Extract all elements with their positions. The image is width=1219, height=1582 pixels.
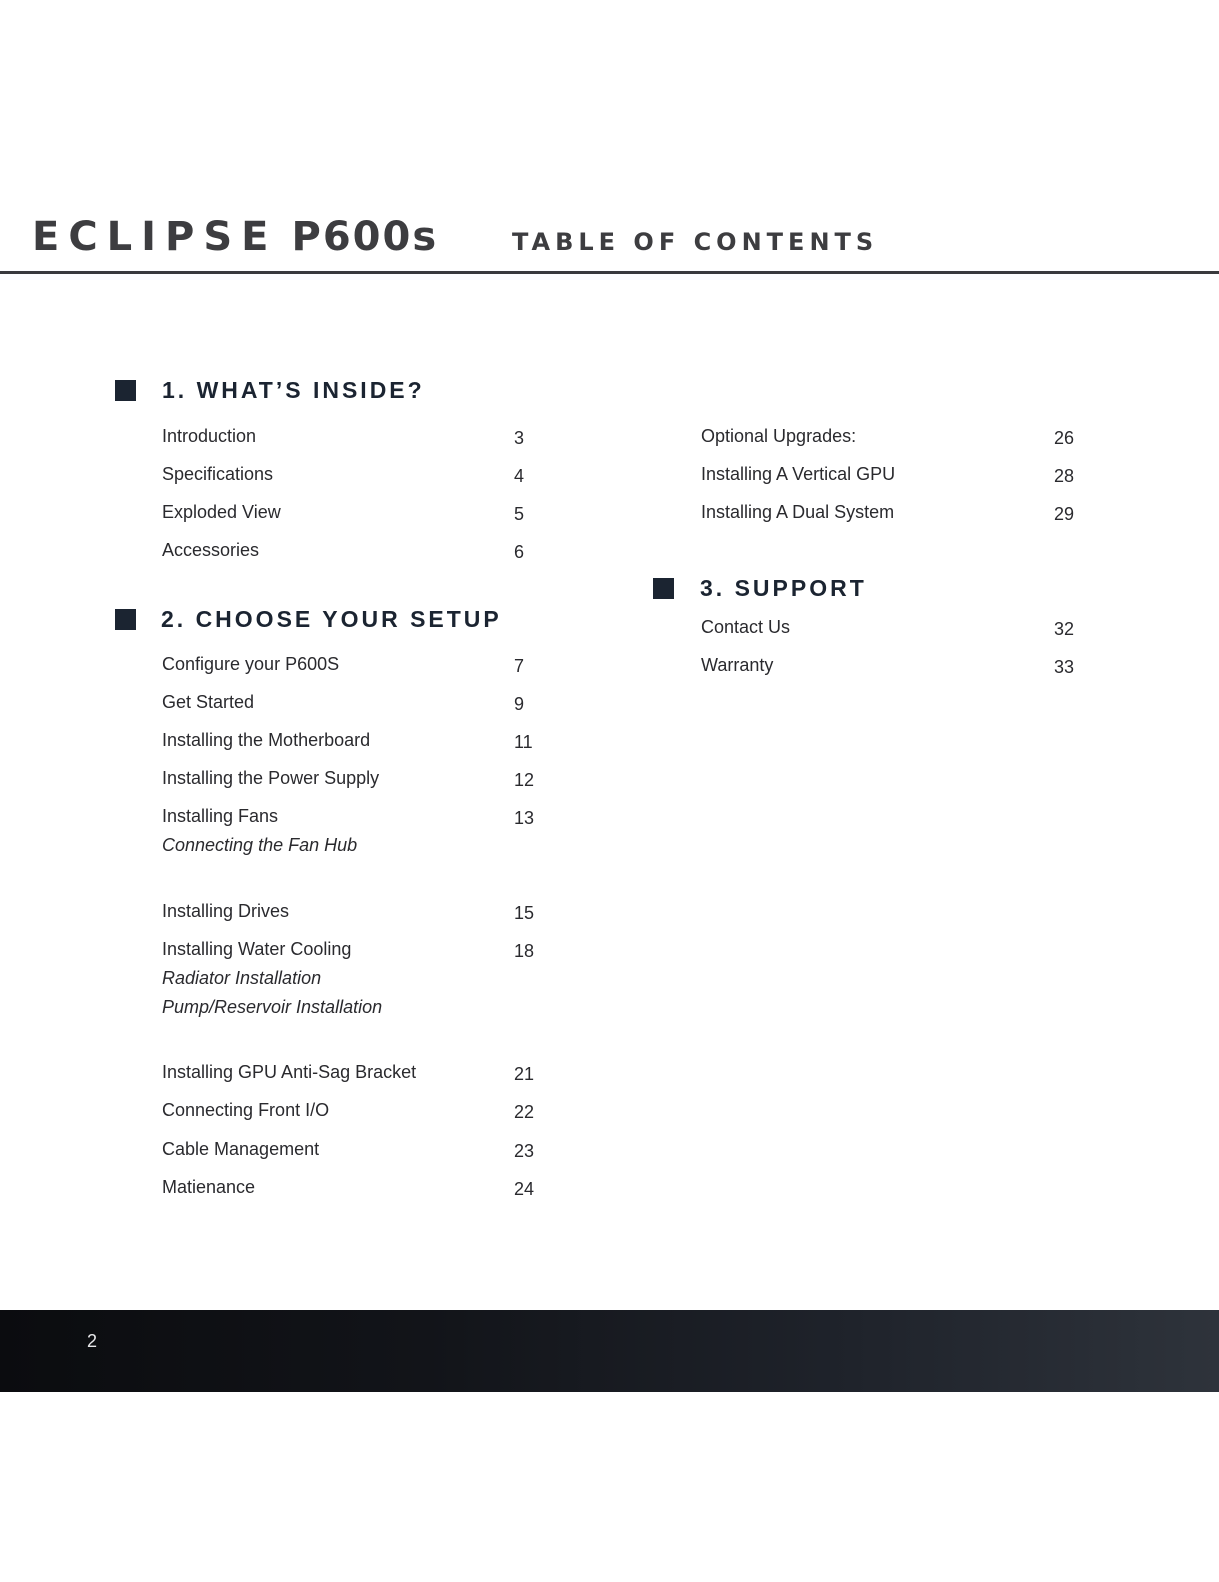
toc-subentry-radiator[interactable]: Radiator Installation bbox=[162, 968, 322, 988]
section-heading-choose-your-setup bbox=[115, 606, 502, 633]
toc-entry-label: Connecting Front I/O bbox=[162, 1100, 330, 1120]
toc-subentry-fan-hub[interactable]: Connecting the Fan Hub bbox=[162, 835, 358, 855]
page-title: TABLE OF CONTENTS bbox=[512, 228, 879, 256]
toc-entry-label: Installing the Power Supply bbox=[162, 768, 380, 788]
toc-entry-page: 12 bbox=[514, 770, 535, 790]
toc-entry-page: 5 bbox=[514, 504, 525, 524]
toc-entry-label: Installing Drives bbox=[162, 901, 290, 921]
toc-entry-page: 7 bbox=[514, 656, 525, 676]
toc-entry-page: 3 bbox=[514, 428, 525, 448]
toc-entry-label: Installing GPU Anti-Sag Bracket bbox=[162, 1062, 417, 1082]
toc-entry-page: 18 bbox=[514, 941, 535, 961]
toc-entry-label: Installing Fans bbox=[162, 806, 279, 826]
toc-entry-label: Installing Water Cooling bbox=[162, 939, 352, 959]
section-title: 3. SUPPORT bbox=[700, 575, 867, 601]
toc-entry-page: 22 bbox=[514, 1102, 535, 1122]
section-heading-support bbox=[653, 575, 867, 602]
toc-entry-page: 11 bbox=[514, 732, 533, 752]
toc-entry-page: 4 bbox=[514, 466, 525, 486]
toc-entry-page: 26 bbox=[1054, 428, 1075, 448]
toc-entry-label: Warranty bbox=[701, 655, 774, 675]
toc-entry-page: 33 bbox=[1054, 657, 1075, 677]
toc-entry-label: Introduction bbox=[162, 426, 257, 446]
toc-entry-label: Installing A Dual System bbox=[701, 502, 895, 522]
toc-entry-page: 23 bbox=[514, 1141, 535, 1161]
toc-entry-page: 15 bbox=[514, 903, 535, 923]
section-bullet-icon bbox=[653, 578, 674, 599]
page-footer bbox=[0, 1310, 1219, 1392]
header-divider bbox=[0, 271, 1219, 274]
toc-entry-page: 6 bbox=[514, 542, 525, 562]
toc-entry-page: 29 bbox=[1054, 504, 1075, 524]
toc-entry-page: 21 bbox=[514, 1064, 535, 1084]
toc-entry-page: 28 bbox=[1054, 466, 1075, 486]
toc-entry-label: Contact Us bbox=[701, 617, 791, 637]
toc-entry-label: Accessories bbox=[162, 540, 260, 560]
toc-subentry-pump-reservoir[interactable]: Pump/Reservoir Installation bbox=[162, 997, 383, 1017]
page-number: 2 bbox=[87, 1331, 98, 1351]
toc-entry-label: Get Started bbox=[162, 692, 255, 712]
toc-entry-label: Installing A Vertical GPU bbox=[701, 464, 896, 484]
toc-entry-label: Matienance bbox=[162, 1177, 256, 1197]
toc-entry-label: Exploded View bbox=[162, 502, 281, 522]
toc-entry-page: 32 bbox=[1054, 619, 1075, 639]
brand-logo bbox=[32, 214, 438, 260]
toc-entry-label: Optional Upgrades: bbox=[701, 426, 857, 446]
section-title: 2. CHOOSE YOUR SETUP bbox=[161, 606, 502, 632]
toc-entry-label: Configure your P600S bbox=[162, 654, 340, 674]
section-bullet-icon bbox=[115, 609, 136, 630]
section-heading-whats-inside bbox=[115, 377, 425, 404]
toc-entry-page: 9 bbox=[514, 694, 525, 714]
toc-entry-label: Cable Management bbox=[162, 1139, 320, 1159]
toc-entry-label: Specifications bbox=[162, 464, 274, 484]
model-name: P600s bbox=[291, 214, 439, 260]
section-title: 1. WHAT’S INSIDE? bbox=[162, 377, 425, 403]
section-bullet-icon bbox=[115, 380, 136, 401]
document-header bbox=[0, 200, 1219, 276]
toc-entry-page: 24 bbox=[514, 1179, 535, 1199]
toc-entry-label: Installing the Motherboard bbox=[162, 730, 371, 750]
toc-entry-page: 13 bbox=[514, 808, 535, 828]
brand-name: ECLIPSE bbox=[32, 214, 278, 260]
